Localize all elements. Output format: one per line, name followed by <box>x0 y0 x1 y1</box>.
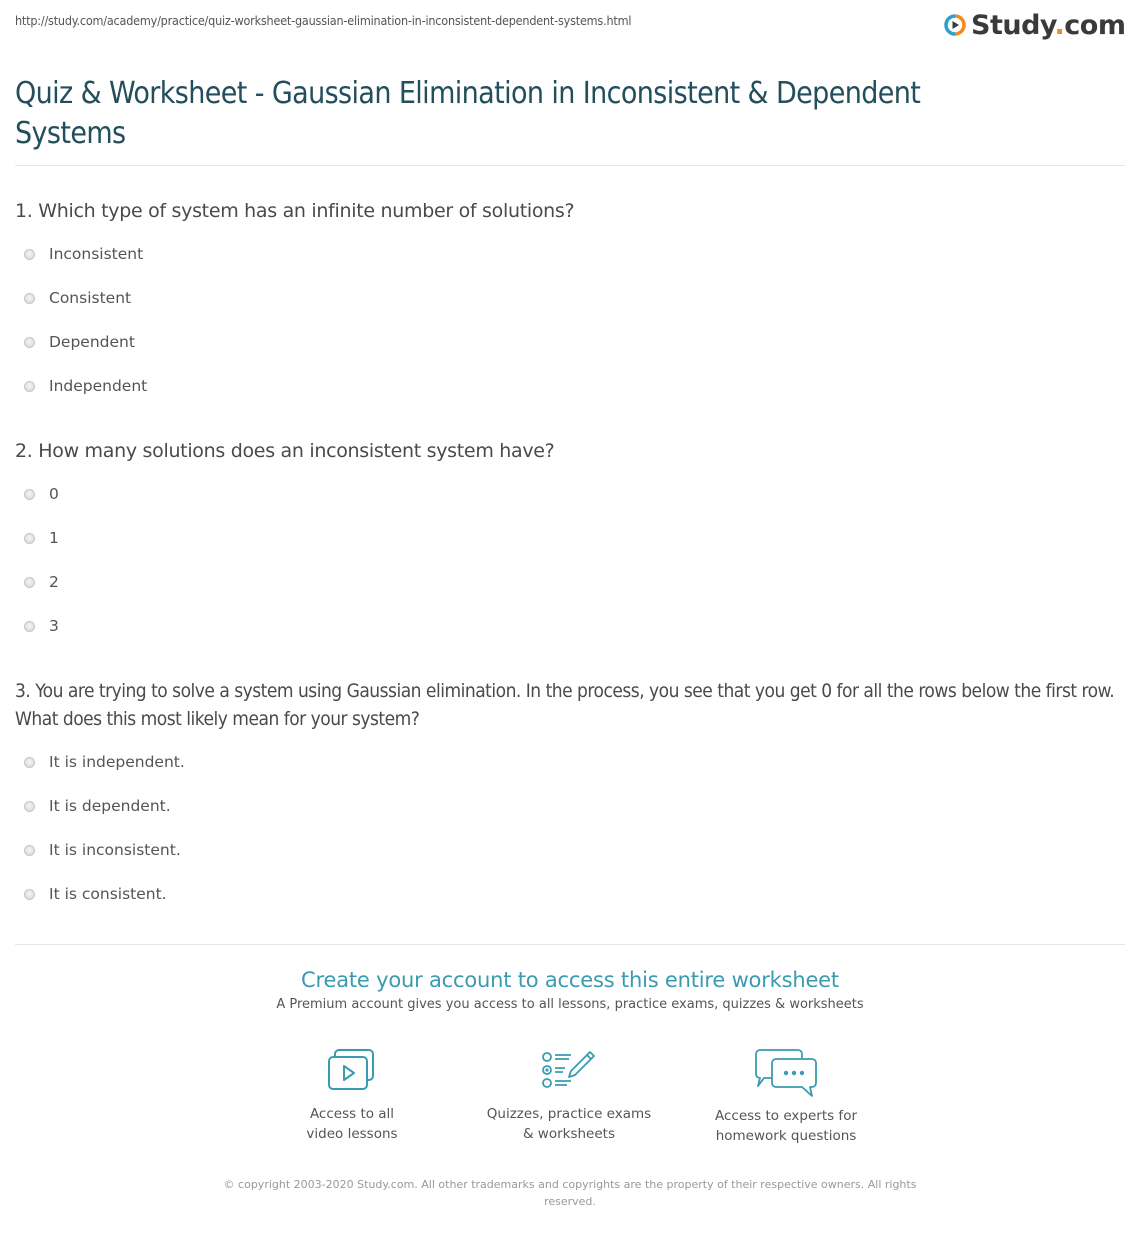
radio-button[interactable] <box>24 801 35 812</box>
radio-button[interactable] <box>24 249 35 260</box>
questions-divider <box>15 944 1125 945</box>
create-account-link[interactable]: Create your account to access this entire worksheet <box>301 968 839 992</box>
answer-option[interactable]: It is consistent. <box>15 872 1125 916</box>
answer-option[interactable]: It is dependent. <box>15 784 1125 828</box>
radio-button[interactable] <box>24 381 35 392</box>
question-1 <box>15 197 1125 408</box>
radio-button[interactable] <box>24 577 35 588</box>
page-title: Quiz & Worksheet - Gaussian Elimination in Inconsistent & Dependent Systems <box>15 76 921 151</box>
radio-button[interactable] <box>24 337 35 348</box>
title-divider <box>15 165 1125 166</box>
question-text: 2. How many solutions does an inconsistent system have? <box>15 440 555 462</box>
page-url: http://study.com/academy/practice/quiz-worksheet-gaussian-elimination-in-inconsistent-dependent-systems.html <box>15 13 632 28</box>
feature-quizzes <box>469 1048 669 1144</box>
radio-button[interactable] <box>24 489 35 500</box>
radio-button[interactable] <box>24 533 35 544</box>
question-2 <box>15 437 1125 648</box>
answer-option[interactable]: 0 <box>15 472 1125 516</box>
question-3 <box>15 677 1125 916</box>
answer-option[interactable]: Independent <box>15 364 1125 408</box>
answer-option[interactable]: It is inconsistent. <box>15 828 1125 872</box>
radio-button[interactable] <box>24 757 35 768</box>
feature-label: Access to experts for homework questions <box>714 1108 857 1144</box>
feature-video-lessons <box>252 1048 452 1144</box>
radio-button[interactable] <box>24 845 35 856</box>
question-text: 3. You are trying to solve a system using Gaussian elimination. In the process, you see that you get 0 for all the rows below the first row. What does this most likely mean for your system? <box>15 680 1115 730</box>
radio-button[interactable] <box>24 293 35 304</box>
cta-subtitle: A Premium account gives you access to all lessons, practice exams, quizzes & worksheets <box>276 997 864 1012</box>
signup-cta <box>0 966 1140 1015</box>
answer-option[interactable]: Consistent <box>15 276 1125 320</box>
answer-option[interactable]: 1 <box>15 516 1125 560</box>
answer-option[interactable]: 2 <box>15 560 1125 604</box>
answer-option[interactable]: Inconsistent <box>15 232 1125 276</box>
answer-option[interactable]: It is independent. <box>15 740 1125 784</box>
copyright-notice: © copyright 2003-2020 Study.com. All other trademarks and copyrights are the property of their respective owners. All rights reserved. <box>223 1178 917 1208</box>
answer-option[interactable]: Dependent <box>15 320 1125 364</box>
study-com-logo[interactable] <box>944 8 1126 42</box>
quiz-checklist-icon <box>541 1048 597 1092</box>
radio-button[interactable] <box>24 621 35 632</box>
feature-label: Access to all video lessons <box>306 1106 398 1142</box>
feature-label: Quizzes, practice exams & worksheets <box>486 1106 652 1142</box>
logo-text: Study.com <box>971 9 1126 41</box>
radio-button[interactable] <box>24 889 35 900</box>
chat-bubbles-icon <box>754 1048 818 1098</box>
question-text: 1. Which type of system has an infinite number of solutions? <box>15 200 575 222</box>
video-lessons-icon <box>326 1048 378 1092</box>
answer-option[interactable]: 3 <box>15 604 1125 648</box>
play-circle-logo-icon <box>944 14 966 36</box>
feature-experts <box>686 1048 886 1146</box>
